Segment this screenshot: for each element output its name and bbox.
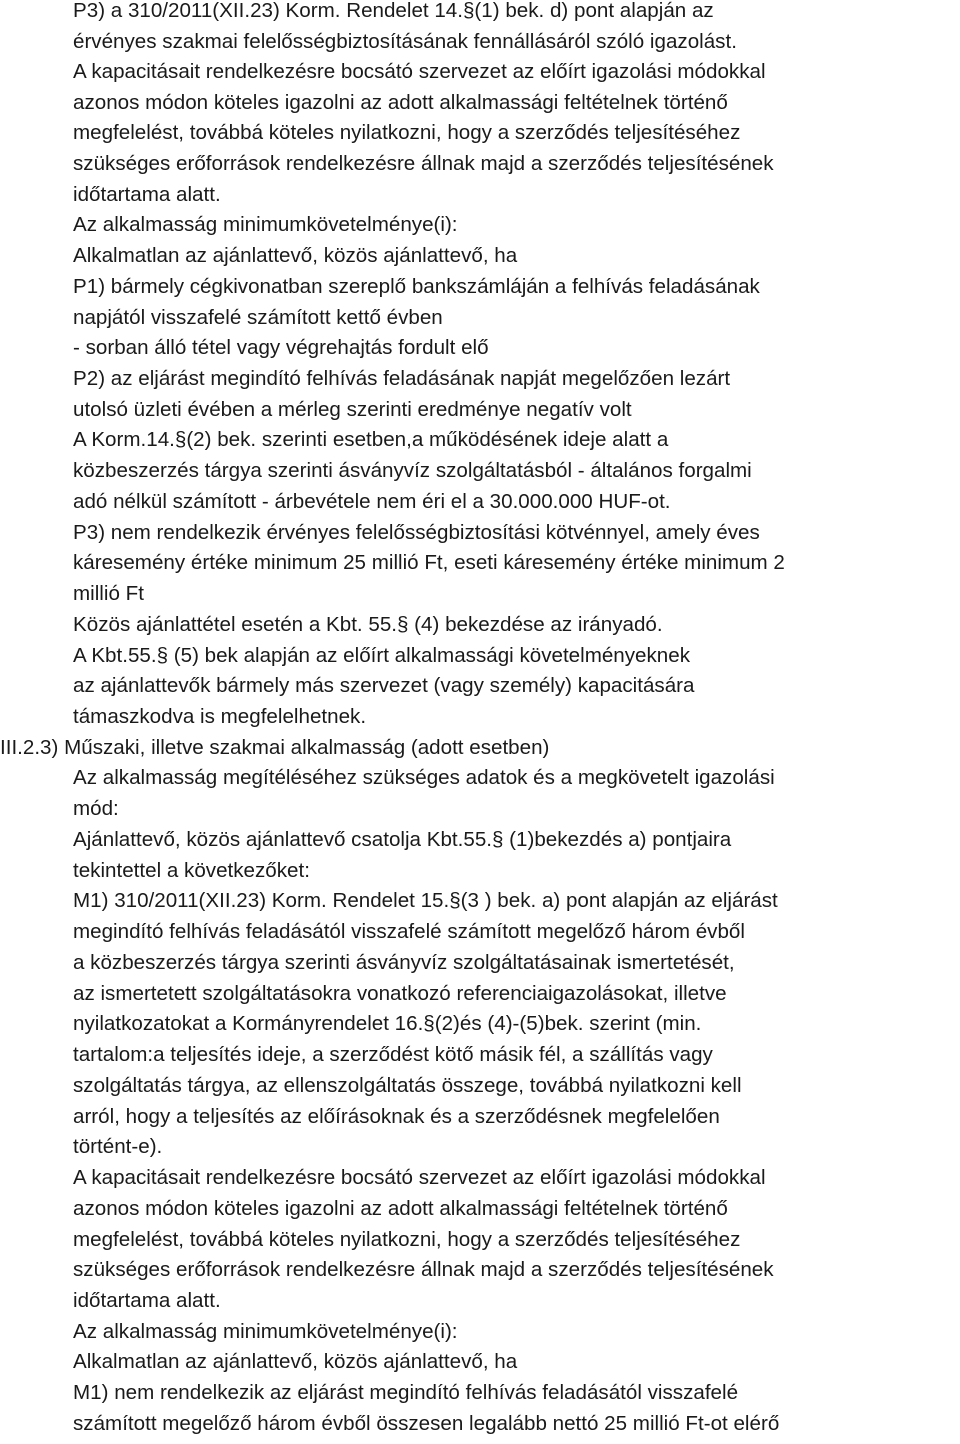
text-line: A Kbt.55.§ (5) bek alapján az előírt alkalmassági követelményeknek bbox=[73, 644, 691, 667]
text-line: utolsó üzleti évében a mérleg szerinti eredménye negatív volt bbox=[73, 398, 632, 421]
text-line: megfelelést, továbbá köteles nyilatkozni, hogy a szerződés teljesítéséhez bbox=[73, 1228, 741, 1251]
text-line: P3) a 310/2011(XII.23) Korm. Rendelet 14.§(1) bek. d) pont alapján az bbox=[73, 0, 714, 22]
text-line: támaszkodva is megfelelhetnek. bbox=[73, 705, 367, 728]
text-line: P2) az eljárást megindító felhívás feladásának napját megelőzően lezárt bbox=[73, 367, 731, 390]
text-line: szükséges erőforrások rendelkezésre állnak majd a szerződés teljesítésének bbox=[73, 1258, 774, 1281]
text-line: nyilatkozatokat a Kormányrendelet 16.§(2)és (4)-(5)bek. szerint (min. bbox=[73, 1012, 702, 1035]
text-line: időtartama alatt. bbox=[73, 183, 221, 206]
text-line: A Korm.14.§(2) bek. szerinti esetben,a működésének ideje alatt a bbox=[73, 428, 669, 451]
text-line: számított megelőző három évből összesen legalább nettó 25 millió Ft-ot elérő bbox=[73, 1412, 780, 1435]
text-line: időtartama alatt. bbox=[73, 1289, 221, 1312]
section-heading: III.2.3) Műszaki, illetve szakmai alkalmasság (adott esetben) bbox=[0, 736, 550, 759]
text-line: P1) bármely cégkivonatban szereplő bankszámláján a felhívás feladásának bbox=[73, 275, 760, 298]
text-line: millió Ft bbox=[73, 582, 144, 605]
text-line: káresemény értéke minimum 25 millió Ft, eseti káresemény értéke minimum 2 bbox=[73, 551, 785, 574]
text-line: - sorban álló tétel vagy végrehajtás fordult elő bbox=[73, 336, 489, 359]
text-line: mód: bbox=[73, 797, 119, 820]
text-line: arról, hogy a teljesítés az előírásoknak és a szerződésnek megfelelően bbox=[73, 1105, 720, 1128]
section-heading: Az alkalmasság minimumkövetelménye(i): bbox=[73, 1320, 458, 1343]
text-line: napjától visszafelé számított kettő évben bbox=[73, 306, 443, 329]
text-line: A kapacitásait rendelkezésre bocsátó szervezet az előírt igazolási módokkal bbox=[73, 60, 766, 83]
text-line: azonos módon köteles igazolni az adott alkalmassági feltételnek történő bbox=[73, 1197, 728, 1220]
text-line: megindító felhívás feladásától visszafelé számított megelőző három évből bbox=[73, 920, 745, 943]
text-line: adó nélkül számított - árbevétele nem éri el a 30.000.000 HUF-ot. bbox=[73, 490, 671, 513]
text-line: Alkalmatlan az ajánlattevő, közös ajánlattevő, ha bbox=[73, 244, 518, 267]
text-line: M1) 310/2011(XII.23) Korm. Rendelet 15.§(3 ) bek. a) pont alapján az eljárást bbox=[73, 889, 778, 912]
text-line: a közbeszerzés tárgya szerinti ásványvíz szolgáltatásainak ismertetését, bbox=[73, 951, 735, 974]
text-line: közbeszerzés tárgya szerinti ásványvíz szolgáltatásból - általános forgalmi bbox=[73, 459, 752, 482]
text-line: érvényes szakmai felelősségbiztosításának fennállásáról szóló igazolást. bbox=[73, 30, 737, 53]
text-line: P3) nem rendelkezik érvényes felelősségbiztosítási kötvénnyel, amely éves bbox=[73, 521, 760, 544]
text-line: tartalom:a teljesítés ideje, a szerződést kötő másik fél, a szállítás vagy bbox=[73, 1043, 713, 1066]
text-line: A kapacitásait rendelkezésre bocsátó szervezet az előírt igazolási módokkal bbox=[73, 1166, 766, 1189]
text-line: Ajánlattevő, közös ajánlattevő csatolja Kbt.55.§ (1)bekezdés a) pontjaira bbox=[73, 828, 732, 851]
text-line: az ismertetett szolgáltatásokra vonatkozó referenciaigazolásokat, illetve bbox=[73, 982, 727, 1005]
text-line: Közös ajánlattétel esetén a Kbt. 55.§ (4) bekezdése az irányadó. bbox=[73, 613, 663, 636]
text-line: tekintettel a következőket: bbox=[73, 859, 310, 882]
section-heading: Az alkalmasság minimumkövetelménye(i): bbox=[73, 213, 458, 236]
text-line: szolgáltatás tárgya, az ellenszolgáltatás összege, továbbá nyilatkozni kell bbox=[73, 1074, 742, 1097]
text-line: Az alkalmasság megítéléséhez szükséges adatok és a megkövetelt igazolási bbox=[73, 766, 775, 789]
text-line: azonos módon köteles igazolni az adott alkalmassági feltételnek történő bbox=[73, 91, 728, 114]
text-line: Alkalmatlan az ajánlattevő, közös ajánlattevő, ha bbox=[73, 1350, 518, 1373]
text-line: szükséges erőforrások rendelkezésre állnak majd a szerződés teljesítésének bbox=[73, 152, 774, 175]
text-line: az ajánlattevők bármely más szervezet (vagy személy) kapacitására bbox=[73, 674, 695, 697]
text-line: megfelelést, továbbá köteles nyilatkozni, hogy a szerződés teljesítéséhez bbox=[73, 121, 741, 144]
text-line: M1) nem rendelkezik az eljárást megindító felhívás feladásától visszafelé bbox=[73, 1381, 739, 1404]
text-line: történt-e). bbox=[73, 1135, 163, 1158]
